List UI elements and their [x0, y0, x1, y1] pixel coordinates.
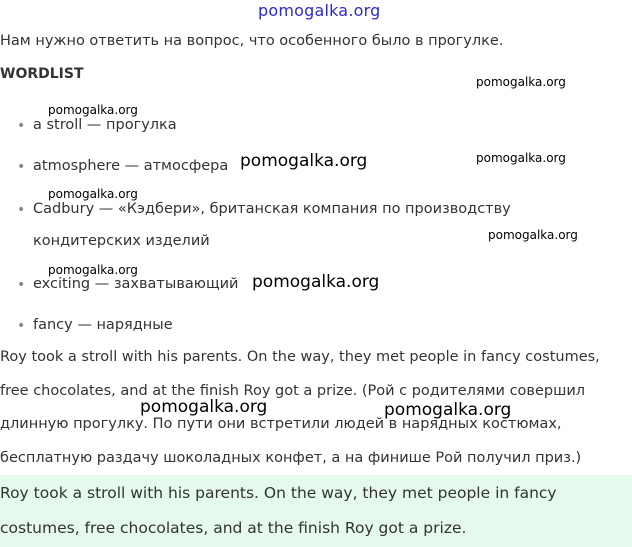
wordlist-item-continuation: кондитерских изделий [33, 233, 210, 249]
watermark-big: pomogalka.org [384, 400, 512, 420]
wordlist-item: atmosphere — атмосфера [33, 158, 229, 174]
answer-box [0, 475, 632, 547]
paragraph-line: длинную прогулку. По пути они встретили людей в нарядных костюмах, [0, 416, 562, 432]
list-bullet: • [17, 277, 26, 293]
paragraph-line: Roy took a stroll with his parents. On the way, they met people in fancy costumes, [0, 349, 600, 365]
watermark-small: pomogalka.org [476, 75, 566, 89]
watermark-small: pomogalka.org [476, 151, 566, 165]
watermark-big: pomogalka.org [140, 397, 268, 417]
answer-line: Roy took a stroll with his parents. On the way, they met people in fancy [0, 484, 557, 502]
wordlist-heading: WORDLIST [0, 66, 84, 82]
wordlist-item: Cadbury — «Кэдбери», британская компания по производству [33, 201, 511, 217]
paragraph-line: бесплатную раздачу шоколадных конфет, а на финише Рой получил приз.) [0, 450, 582, 466]
list-bullet: • [17, 202, 26, 218]
intro-text: Нам нужно ответить на вопрос, что особенного было в прогулке. [0, 33, 504, 49]
list-bullet: • [17, 159, 26, 175]
wordlist-item: a stroll — прогулка [33, 117, 177, 133]
watermark-small: pomogalka.org [48, 263, 138, 277]
paragraph-line: free chocolates, and at the finish Roy got a prize. (Рой с родителями совершил [0, 383, 586, 399]
wordlist-item: exciting — захватывающий [33, 276, 239, 292]
watermark-top: pomogalka.org [258, 1, 381, 20]
watermark-big: pomogalka.org [240, 151, 368, 171]
watermark-small: pomogalka.org [48, 103, 138, 117]
watermark-small: pomogalka.org [488, 228, 578, 242]
list-bullet: • [17, 118, 26, 134]
list-bullet: • [17, 318, 26, 334]
watermark-small: pomogalka.org [48, 187, 138, 201]
wordlist-item: fancy — нарядные [33, 317, 173, 333]
answer-line: costumes, free chocolates, and at the finish Roy got a prize. [0, 519, 467, 537]
watermark-big: pomogalka.org [252, 272, 380, 292]
